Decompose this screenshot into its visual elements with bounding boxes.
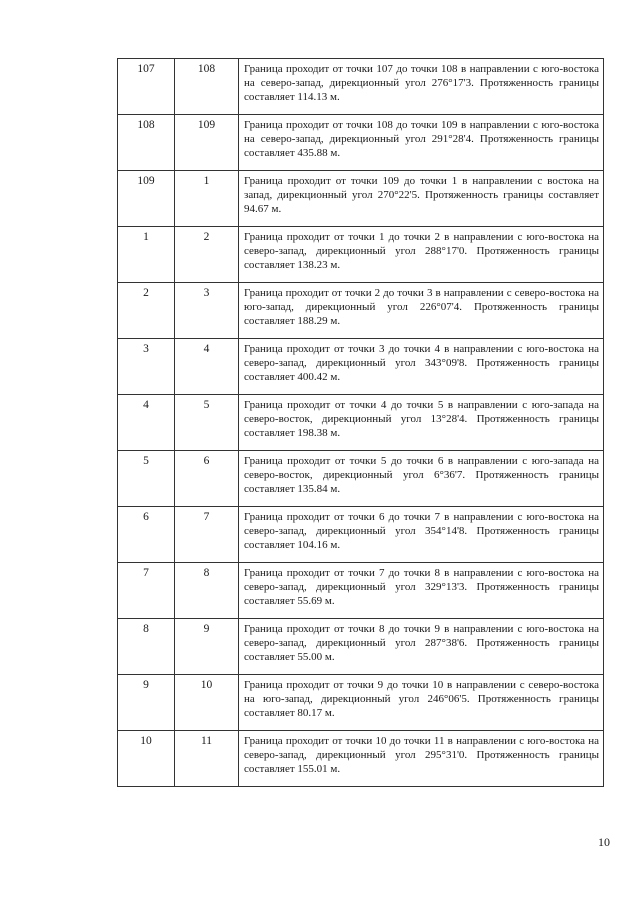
from-point-cell: 109	[118, 171, 175, 227]
table-row	[118, 619, 604, 675]
boundary-description-cell: Граница проходит от точки 108 до точки 109 в направлении с юго-востока на северо-запад, дирекционный угол 291°28'4. Протяженность границы составляет 435.88 м.	[239, 115, 604, 171]
boundary-description-cell: Граница проходит от точки 5 до точки 6 в направлении с юго-запада на северо-восток, дирекционный угол 6°36'7. Протяженность границы составляет 135.84 м.	[239, 451, 604, 507]
boundary-description-cell: Граница проходит от точки 8 до точки 9 в направлении с юго-востока на северо-запад, дирекционный угол 287°38'6. Протяженность границы составляет 55.00 м.	[239, 619, 604, 675]
to-point-cell: 11	[175, 731, 239, 787]
to-point-cell: 109	[175, 115, 239, 171]
from-point-cell: 108	[118, 115, 175, 171]
from-point-cell: 4	[118, 395, 175, 451]
table-row	[118, 59, 604, 115]
boundary-description-cell: Граница проходит от точки 4 до точки 5 в направлении с юго-запада на северо-восток, дирекционный угол 13°28'4. Протяженность границы составляет 198.38 м.	[239, 395, 604, 451]
boundary-description-cell: Граница проходит от точки 6 до точки 7 в направлении с юго-востока на северо-запад, дирекционный угол 354°14'8. Протяженность границы составляет 104.16 м.	[239, 507, 604, 563]
to-point-cell: 5	[175, 395, 239, 451]
to-point-cell: 8	[175, 563, 239, 619]
table-row	[118, 171, 604, 227]
to-point-cell: 10	[175, 675, 239, 731]
boundary-description-cell: Граница проходит от точки 7 до точки 8 в направлении с юго-востока на северо-запад, дирекционный угол 329°13'3. Протяженность границы составляет 55.69 м.	[239, 563, 604, 619]
boundary-table	[117, 58, 604, 787]
table-row	[118, 283, 604, 339]
to-point-cell: 1	[175, 171, 239, 227]
from-point-cell: 2	[118, 283, 175, 339]
boundary-description-cell: Граница проходит от точки 109 до точки 1 в направлении с востока на запад, дирекционный угол 270°22'5. Протяженность границы составляет 94.67 м.	[239, 171, 604, 227]
boundary-description-cell: Граница проходит от точки 10 до точки 11 в направлении с юго-востока на северо-запад, дирекционный угол 295°31'0. Протяженность границы составляет 155.01 м.	[239, 731, 604, 787]
boundary-description-cell: Граница проходит от точки 1 до точки 2 в направлении с юго-востока на северо-запад, дирекционный угол 288°17'0. Протяженность границы составляет 138.23 м.	[239, 227, 604, 283]
boundary-description-cell: Граница проходит от точки 107 до точки 108 в направлении с юго-востока на северо-запад, дирекционный угол 276°17'3. Протяженность границы составляет 114.13 м.	[239, 59, 604, 115]
page-number: 10	[598, 835, 610, 849]
table-row	[118, 563, 604, 619]
from-point-cell: 3	[118, 339, 175, 395]
table-row	[118, 339, 604, 395]
boundary-description-cell: Граница проходит от точки 3 до точки 4 в направлении с юго-востока на северо-запад, дирекционный угол 343°09'8. Протяженность границы составляет 400.42 м.	[239, 339, 604, 395]
from-point-cell: 5	[118, 451, 175, 507]
to-point-cell: 3	[175, 283, 239, 339]
to-point-cell: 108	[175, 59, 239, 115]
to-point-cell: 9	[175, 619, 239, 675]
table-row	[118, 227, 604, 283]
from-point-cell: 107	[118, 59, 175, 115]
table-row	[118, 731, 604, 787]
boundary-description-cell: Граница проходит от точки 2 до точки 3 в направлении с северо-востока на юго-запад, дирекционный угол 226°07'4. Протяженность границы составляет 188.29 м.	[239, 283, 604, 339]
table-row	[118, 507, 604, 563]
to-point-cell: 2	[175, 227, 239, 283]
from-point-cell: 7	[118, 563, 175, 619]
from-point-cell: 10	[118, 731, 175, 787]
boundary-description-cell: Граница проходит от точки 9 до точки 10 в направлении с северо-востока на юго-запад, дирекционный угол 246°06'5. Протяженность границы составляет 80.17 м.	[239, 675, 604, 731]
table-row	[118, 395, 604, 451]
from-point-cell: 1	[118, 227, 175, 283]
table-row	[118, 115, 604, 171]
to-point-cell: 4	[175, 339, 239, 395]
boundary-table-body	[118, 59, 604, 787]
from-point-cell: 8	[118, 619, 175, 675]
table-row	[118, 451, 604, 507]
to-point-cell: 6	[175, 451, 239, 507]
from-point-cell: 6	[118, 507, 175, 563]
table-row	[118, 675, 604, 731]
from-point-cell: 9	[118, 675, 175, 731]
to-point-cell: 7	[175, 507, 239, 563]
